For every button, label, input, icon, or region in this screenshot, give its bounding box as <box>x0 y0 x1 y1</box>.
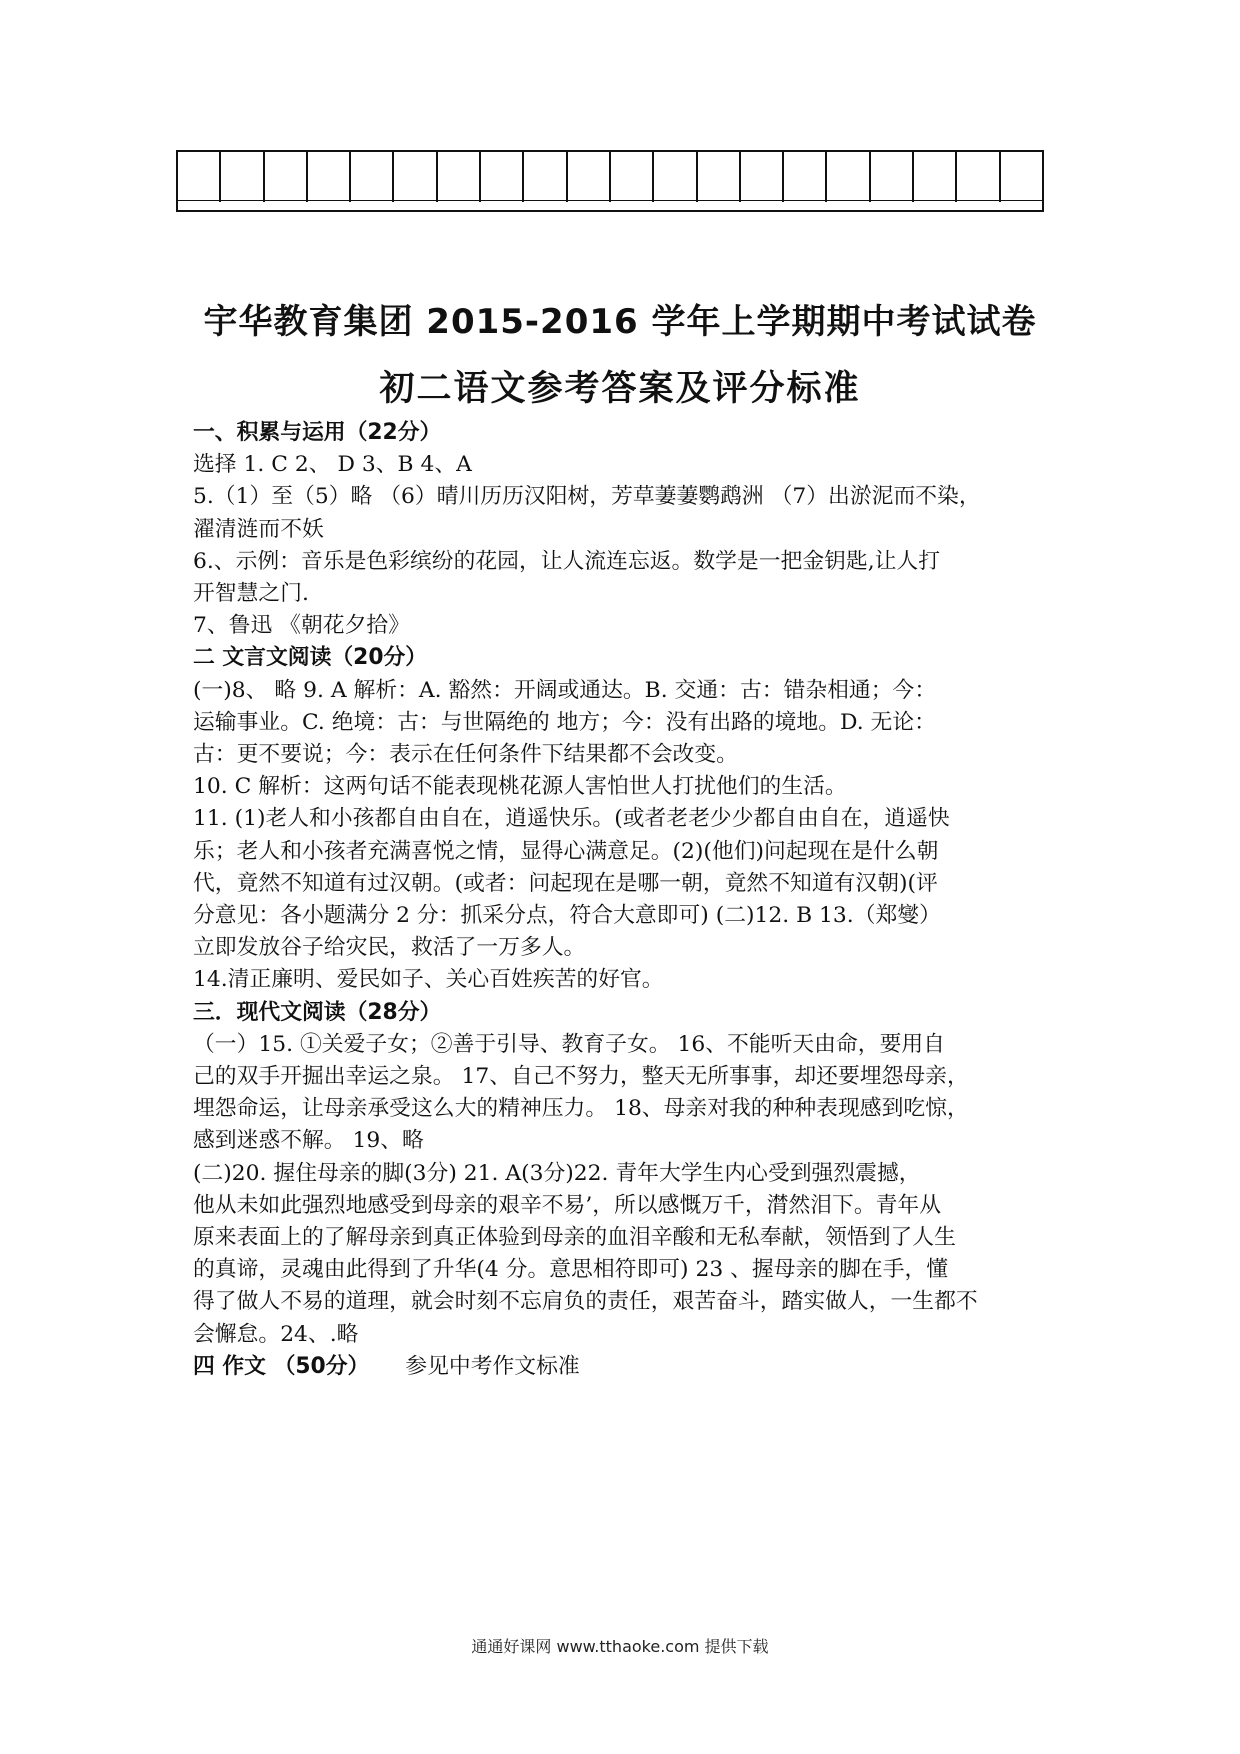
answer-line: 代，竟然不知道有过汉朝。(或者：问起现在是哪一朝，竟然不知道有汉朝)(评 <box>193 870 938 896</box>
answer-grid-cell <box>568 152 611 202</box>
answer-grid-cell <box>1001 152 1042 202</box>
answer-grid-cell <box>351 152 394 202</box>
answer-line: 乐；老人和小孩者充满喜悦之情，显得心满意足。(2)(他们)问起现在是什么朝 <box>193 838 939 864</box>
exam-subtitle: 初二语文参考答案及评分标准 <box>379 369 861 409</box>
answer-line: 开智慧之门. <box>193 581 309 607</box>
answer-line: 10. C 解析：这两句话不能表现桃花源人害怕世人打扰他们的生活。 <box>193 774 847 800</box>
answer-line: 6.、示例：音乐是色彩缤纷的花园，让人流连忘返。数学是一把金钥匙,让人打 <box>193 548 941 574</box>
answer-line: （一）15. ①关爱子女；②善于引导、教育子女。 16、不能听天由命，要用自 <box>193 1031 945 1057</box>
answer-grid-cell <box>221 152 264 202</box>
answer-line: 古：更不要说；今：表示在任何条件下结果都不会改变。 <box>193 742 738 768</box>
answer-grid-cell <box>265 152 308 202</box>
answer-line: 7、鲁迅 《朝花夕拾》 <box>193 613 410 639</box>
answer-grid-cell <box>654 152 697 202</box>
answer-line: 的真谛，灵魂由此得到了升华(4 分。意思相符即可) 23 、握母亲的脚在手，懂 <box>193 1257 949 1283</box>
answer-line: 11. (1)老人和小孩都自由自在，逍遥快乐。(或者老老少少都自由自在，逍遥快 <box>193 806 950 832</box>
answer-line: 14.清正廉明、爱民如子、关心百姓疾苦的好官。 <box>193 967 664 993</box>
answer-grid-cell <box>178 152 221 202</box>
answer-line: 他从未如此强烈地感受到母亲的艰辛不易’，所以感慨万千，潸然泪下。青年从 <box>193 1192 942 1218</box>
section-four-line <box>193 1351 1073 1383</box>
essay-standard-note: 参见中考作文标准 <box>405 1353 580 1379</box>
section-heading: 四 作文 （50分） <box>193 1353 370 1379</box>
answer-line: (一)8、 略 9. A 解析：A. 豁然：开阔或通达。B. 交通：古：错杂相通；今： <box>193 677 937 703</box>
answer-grid-cell <box>914 152 957 202</box>
answer-line: 5.（1）至（5）略 （6）晴川历历汉阳树，芳草萋萋鹦鹉洲 （7）出淤泥而不染， <box>193 484 981 510</box>
answer-grid-cell <box>871 152 914 202</box>
answer-line: 选择 1. C 2、 D 3、B 4、A <box>193 452 472 478</box>
answer-grid-cell <box>611 152 654 202</box>
answer-grid-cell <box>698 152 741 202</box>
answer-line: 原来表面上的了解母亲到真正体验到母亲的血泪辛酸和无私奉献，领悟到了人生 <box>193 1225 956 1251</box>
answer-line: 得了做人不易的道理，就会时刻不忘肩负的责任，艰苦奋斗，踏实做人，一生都不 <box>193 1289 978 1315</box>
section-heading: 一、积累与运用（22分） <box>193 420 442 445</box>
answer-content <box>193 417 1073 1383</box>
answer-grid-cell <box>438 152 481 202</box>
answer-line: 运输事业。C. 绝境：古：与世隔绝的 地方；今：没有出路的境地。D. 无论： <box>193 709 936 735</box>
answer-line: 感到迷惑不解。 19、略 <box>193 1128 424 1154</box>
answer-line: 立即发放谷子给灾民，救活了一万多人。 <box>193 935 586 961</box>
footer-credit: 通通好课网 www.tthaoke.com 提供下载 <box>471 1637 769 1656</box>
answer-grid-cell <box>741 152 784 202</box>
answer-grid-cell <box>784 152 827 202</box>
answer-grid-cell <box>827 152 870 202</box>
answer-line: 己的双手开掘出幸运之泉。 17、自己不努力，整天无所事事，却还要埋怨母亲， <box>193 1064 969 1090</box>
answer-grid <box>176 150 1044 200</box>
answer-grid-cell <box>957 152 1000 202</box>
answer-line: 会懈怠。24、.略 <box>193 1321 359 1347</box>
answer-grid-cell <box>481 152 524 202</box>
exam-title: 宇华教育集团 2015-2016 学年上学期期中考试试卷 <box>203 302 1037 342</box>
section-heading: 三．现代文阅读（28分） <box>193 999 442 1025</box>
answer-grid-cell <box>524 152 567 202</box>
answer-line: (二)20. 握住母亲的脚(3分) 21. A(3分)22. 青年大学生内心受到强烈震撼， <box>193 1160 921 1186</box>
answer-line: 濯清涟而不妖 <box>193 516 324 542</box>
answer-grid-cell <box>394 152 437 202</box>
section-heading: 二 文言文阅读（20分） <box>193 645 428 671</box>
answer-grid-cell <box>308 152 351 202</box>
answer-grid-base <box>176 200 1044 212</box>
answer-line: 埋怨命运，让母亲承受这么大的精神压力。 18、母亲对我的种种表现感到吃惊， <box>193 1096 969 1122</box>
answer-line: 分意见：各小题满分 2 分：抓采分点，符合大意即可) (二)12. B 13.（郑燮） <box>193 903 941 929</box>
